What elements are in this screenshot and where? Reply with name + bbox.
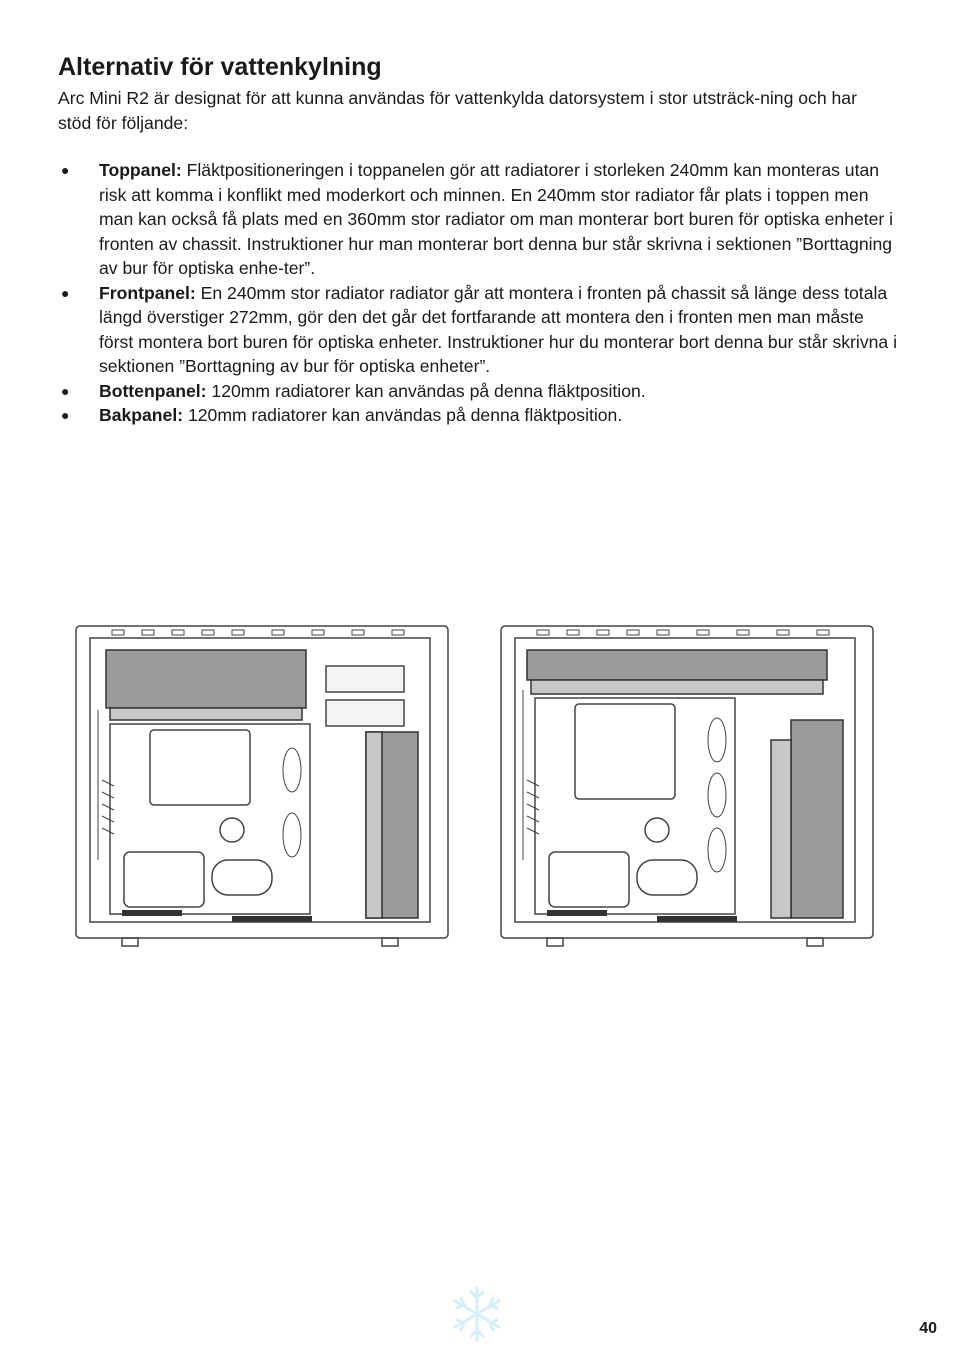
- bullet-icon: ●: [61, 407, 70, 423]
- list-item-text: Fläktpositioneringen i toppanelen gör att radiatorer i storleken 240mm kan monteras utan risk att komma i konflikt med moderkort och minnen. En 240mm stor radiator får plats i toppen men man kan också få plats med en 360mm stor radiator om man monterar bort buren för optiska enheter i fronten av chassit. Instruktioner hur man monterar bort denna bur står skrivna i sektionen ”Borttagning av bur för optiska enhe-ter”.: [99, 160, 894, 278]
- list-item-term: Frontpanel:: [99, 282, 196, 303]
- case-360mm-top-radiator-illustration: [497, 620, 882, 955]
- list-item: [58, 281, 898, 379]
- bullet-icon: ●: [61, 162, 70, 178]
- snowflake-icon: [447, 1284, 507, 1344]
- front-radiator: [791, 720, 843, 918]
- top-vent-holes: [537, 630, 829, 635]
- list-item-text: En 240mm stor radiator radiator går att montera i fronten på chassit så länge dess totala längd överstiger 272mm, gör den det går det fortfarande att montera den i fronten men man måste först montera bort buren för optiska enheter. Instruktioner hur du monterar bort denna bur står skrivna i sektionen ”Borttagning av bur för optiska enheter”.: [99, 282, 897, 376]
- bullet-icon: ●: [61, 284, 70, 301]
- list-item-term: Bakpanel:: [99, 405, 184, 425]
- list-item-term: Toppanel:: [99, 160, 182, 180]
- list-item-text: 120mm radiatorer kan användas på denna fläktposition.: [183, 405, 623, 425]
- top-radiator: [527, 650, 827, 680]
- list-item-text: 120mm radiatorer kan användas på denna fläktposition.: [206, 380, 646, 401]
- list-item: [58, 403, 898, 428]
- water-cooling-options-list: [58, 158, 898, 428]
- page-title: Alternativ för vattenkylning: [58, 53, 382, 81]
- top-vent-holes: [112, 630, 404, 635]
- page-number: 40: [919, 1320, 937, 1337]
- list-item: [58, 379, 898, 404]
- list-item-term: Bottenpanel:: [99, 380, 207, 401]
- case-240mm-top-radiator-illustration: [72, 620, 457, 955]
- top-radiator: [106, 650, 306, 708]
- list-item: [58, 158, 898, 281]
- bullet-icon: ●: [61, 382, 70, 399]
- intro-paragraph: Arc Mini R2 är designat för att kunna användas för vattenkylda datorsystem i stor utsträck-ning och har stöd för följande:: [58, 88, 857, 133]
